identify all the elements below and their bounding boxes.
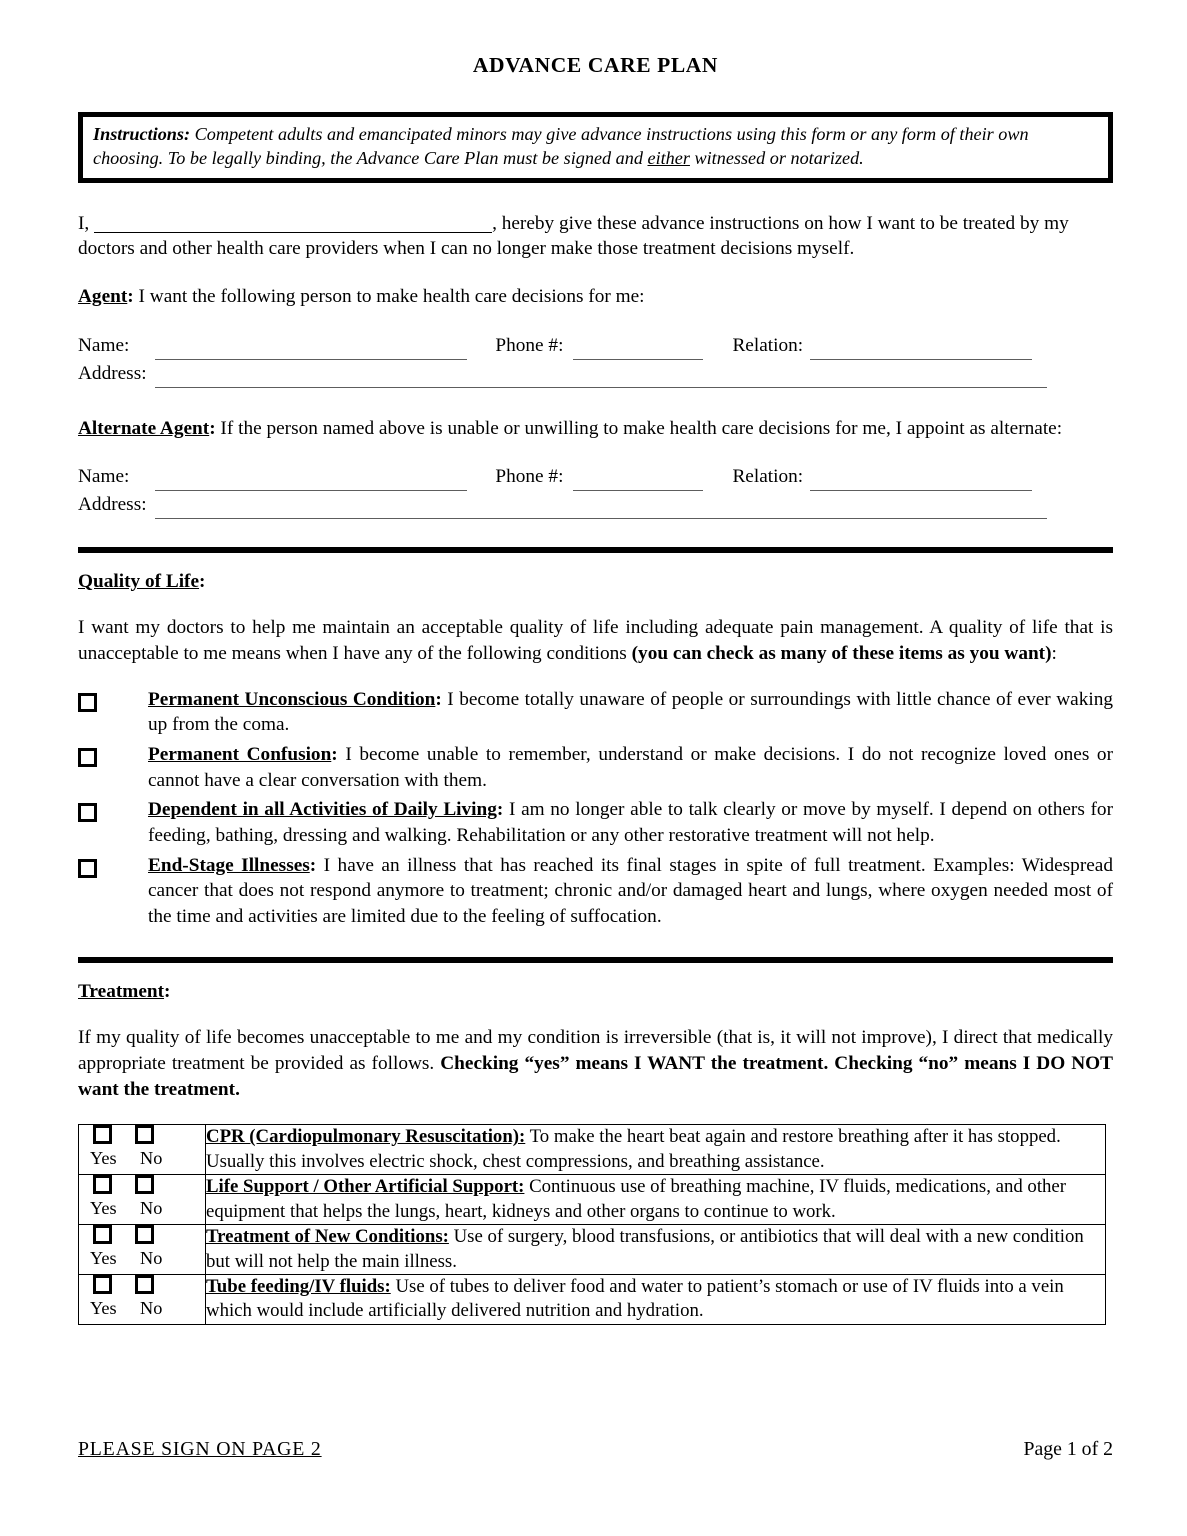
treatment-para-bold: Checking “yes” means I WANT the treatment. Checking “no” means I DO NOT want the treatment. [78, 1053, 1113, 1100]
agent-address-row [78, 360, 1113, 388]
alternate-name-label: Name: [78, 466, 130, 488]
agent-name-input[interactable] [155, 358, 467, 360]
agent-heading-colon: : [127, 286, 134, 308]
checkbox-pair [79, 1275, 205, 1294]
agent-phone-label: Phone #: [495, 334, 564, 356]
table-row [79, 1225, 1106, 1275]
treatment-description: Continuous use of breathing machine, IV fluids, medications, and other equipment that helps the lungs, heart, kidneys and other organs to continue to work. [206, 1176, 1067, 1222]
page-number: Page 1 of 2 [1023, 1438, 1113, 1460]
condition-term: Permanent Confusion [148, 743, 332, 765]
condition-term: Permanent Unconscious Condition [148, 688, 436, 710]
condition-text [148, 687, 1113, 738]
checkbox-new-conditions-no-icon[interactable] [135, 1225, 154, 1244]
checkbox-tube-feeding-no-icon[interactable] [135, 1275, 154, 1294]
table-row [79, 1175, 1106, 1225]
condition-description: I am no longer able to talk clearly or move by myself. I depend on others for feeding, bathing, dressing and walking. Rehabilitation or any other restorative treatment will not help. [148, 799, 1113, 846]
no-label: No [140, 1248, 163, 1269]
condition-item-end-stage-illnesses[interactable] [78, 853, 1113, 930]
alternate-agent-heading: Alternate Agent [78, 417, 210, 439]
treatment-paragraph [78, 1025, 1113, 1102]
condition-item-dependent-adl[interactable] [78, 797, 1113, 848]
page-footer [78, 1438, 1113, 1461]
treatment-term: CPR (Cardiopulmonary Resuscitation): [206, 1126, 526, 1148]
alternate-agent-fields [78, 463, 1113, 519]
checkbox-end-stage-illnesses-icon[interactable] [78, 859, 97, 878]
condition-term: End-Stage Illnesses [148, 854, 310, 876]
checkbox-pair [79, 1175, 205, 1194]
checkbox-new-conditions-yes-icon[interactable] [93, 1225, 112, 1244]
checkbox-dependent-adl-icon[interactable] [78, 803, 97, 822]
alternate-name-row [78, 463, 1113, 491]
qol-para-part2: : [1051, 642, 1057, 664]
treatment-choice-cell-life-support [79, 1175, 206, 1225]
instructions-body-before: Competent adults and emancipated minors may give advance instructions using this form or any form of their own choosing. To be legally binding, the Advance Care Plan must be signed and [93, 123, 1029, 169]
treatment-table [78, 1124, 1106, 1324]
agent-name-row [78, 332, 1113, 360]
treatment-description: To make the heart beat again and restore breathing after it has stopped. Usually this involves electric shock, chest compressions, and breathing assistance. [206, 1126, 1061, 1172]
yes-no-labels [79, 1197, 205, 1220]
instructions-text [93, 122, 1098, 171]
condition-description: I become totally unaware of people or surroundings with little chance of ever waking up from the coma. [148, 688, 1113, 736]
agent-phone-input[interactable] [573, 358, 703, 360]
checkbox-life-support-no-icon[interactable] [135, 1175, 154, 1194]
yes-label: Yes [90, 1248, 117, 1269]
quality-of-life-heading: Quality of Life [78, 571, 200, 593]
instructions-emphasis: either [647, 148, 690, 169]
instructions-body-after: witnessed or notarized. [689, 148, 864, 169]
table-row [79, 1125, 1106, 1175]
checkbox-cpr-yes-icon[interactable] [93, 1125, 112, 1144]
quality-of-life-paragraph [78, 615, 1113, 666]
alternate-phone-label: Phone #: [495, 466, 564, 488]
agent-relation-input[interactable] [810, 358, 1032, 360]
treatment-description-cell-life-support [206, 1175, 1106, 1225]
qol-para-bold: (you can check as many of these items as you want) [631, 642, 1052, 664]
agent-address-label: Address: [78, 362, 147, 384]
alternate-agent-intro: If the person named above is unable or unwilling to make health care decisions for me, I appoint as alternate: [215, 417, 1063, 439]
condition-text [148, 853, 1113, 930]
treatment-choice-cell-cpr [79, 1125, 206, 1175]
condition-term-colon: : [496, 799, 504, 821]
condition-description: I have an illness that has reached its final stages in spite of full treatment. Examples: Widespread cancer that does not respond anymore to treatment; chronic and/or damaged heart and lungs, where oxygen needed most of the time and activities are limited due to the feeling of suffocation. [148, 854, 1113, 927]
checkbox-pair [79, 1125, 205, 1144]
alternate-agent-heading-colon: : [209, 417, 216, 439]
quality-of-life-heading-line [78, 571, 1113, 593]
agent-relation-label: Relation: [732, 334, 804, 356]
checkbox-permanent-unconscious-icon[interactable] [78, 693, 97, 712]
declaration-paragraph [78, 211, 1113, 262]
condition-term-colon: : [435, 688, 442, 710]
alternate-phone-input[interactable] [573, 489, 703, 491]
instructions-lead: Instructions: [93, 123, 191, 144]
agent-address-input[interactable] [155, 386, 1047, 388]
checkbox-cell [78, 742, 148, 767]
checkbox-tube-feeding-yes-icon[interactable] [93, 1275, 112, 1294]
no-label: No [140, 1148, 163, 1169]
agent-intro: I want the following person to make health care decisions for me: [133, 286, 645, 308]
treatment-para-part1: If my quality of life becomes unacceptable to me and my condition is irreversible (that is, it will not improve), I direct that medically appropriate treatment be provided as follows. [78, 1027, 1113, 1075]
alternate-address-label: Address: [78, 494, 147, 516]
table-row [79, 1274, 1106, 1324]
yes-label: Yes [90, 1297, 117, 1318]
treatment-choice-cell-tube-feeding [79, 1274, 206, 1324]
alternate-address-input[interactable] [155, 517, 1047, 519]
instructions-box [78, 112, 1113, 183]
treatment-description: Use of tubes to deliver food and water to patient’s stomach or use of IV fluids into a vein which would include artificially delivered nutrition and hydration. [206, 1275, 1064, 1322]
treatment-heading-colon: : [164, 981, 171, 1003]
sign-notice: PLEASE SIGN ON PAGE 2 [78, 1438, 322, 1460]
checkbox-life-support-yes-icon[interactable] [93, 1175, 112, 1194]
checkbox-cpr-no-icon[interactable] [135, 1125, 154, 1144]
treatment-description-cell-new-conditions [206, 1225, 1106, 1275]
no-label: No [140, 1297, 163, 1318]
yes-label: Yes [90, 1148, 117, 1169]
checkbox-cell [78, 687, 148, 712]
checkbox-cell [78, 797, 148, 822]
yes-no-labels [79, 1247, 205, 1270]
checkbox-pair [79, 1225, 205, 1244]
checkbox-permanent-confusion-icon[interactable] [78, 748, 97, 767]
treatment-term: Treatment of New Conditions: [206, 1226, 449, 1248]
yes-no-labels [79, 1147, 205, 1170]
condition-text [148, 797, 1113, 848]
agent-name-label: Name: [78, 334, 130, 356]
treatment-description-cell-tube-feeding [206, 1274, 1106, 1324]
declaration-prefix: I, [78, 212, 90, 234]
yes-label: Yes [90, 1198, 117, 1219]
declaration-suffix: , hereby give these advance instructions on how I want to be treated by my doctors and other health care providers when I can no longer make those treatment decisions myself. [78, 212, 1069, 260]
page-title: ADVANCE CARE PLAN [472, 53, 719, 77]
alternate-name-input[interactable] [155, 489, 467, 491]
quality-of-life-heading-colon: : [199, 571, 206, 593]
condition-text [148, 742, 1113, 793]
quality-of-life-checklist [78, 687, 1113, 930]
declarant-name-blank[interactable] [94, 231, 492, 233]
condition-item-permanent-confusion[interactable] [78, 742, 1113, 793]
treatment-term: Tube feeding/IV fluids: [206, 1275, 391, 1297]
no-label: No [140, 1198, 163, 1219]
agent-heading-line [78, 284, 1113, 310]
treatment-description-cell-cpr [206, 1125, 1106, 1175]
alternate-agent-heading-line [78, 416, 1113, 442]
condition-term-colon: : [331, 743, 338, 765]
alternate-relation-input[interactable] [810, 489, 1032, 491]
treatment-heading-line [78, 981, 1113, 1003]
treatment-heading: Treatment [78, 981, 165, 1003]
alternate-relation-label: Relation: [732, 466, 804, 488]
agent-heading: Agent [78, 286, 128, 308]
treatment-choice-cell-new-conditions [79, 1225, 206, 1275]
condition-item-permanent-unconscious[interactable] [78, 687, 1113, 738]
condition-description: I become unable to remember, understand or make decisions. I do not recognize loved ones or cannot have a clear conversation with them. [148, 743, 1113, 791]
condition-term-colon: : [309, 854, 317, 876]
alternate-address-row [78, 491, 1113, 519]
condition-term: Dependent in all Activities of Daily Living [148, 799, 497, 821]
agent-fields [78, 332, 1113, 388]
treatment-term: Life Support / Other Artificial Support: [206, 1176, 525, 1198]
qol-para-part1: I want my doctors to help me maintain an acceptable quality of life including adequate pain management. A quality of life that is unacceptable to me means when I have any of the following conditions [78, 617, 1113, 664]
checkbox-cell [78, 853, 148, 878]
treatment-description: Use of surgery, blood transfusions, or antibiotics that will deal with a new condition but will not help the main illness. [206, 1226, 1084, 1272]
yes-no-labels [79, 1297, 205, 1320]
